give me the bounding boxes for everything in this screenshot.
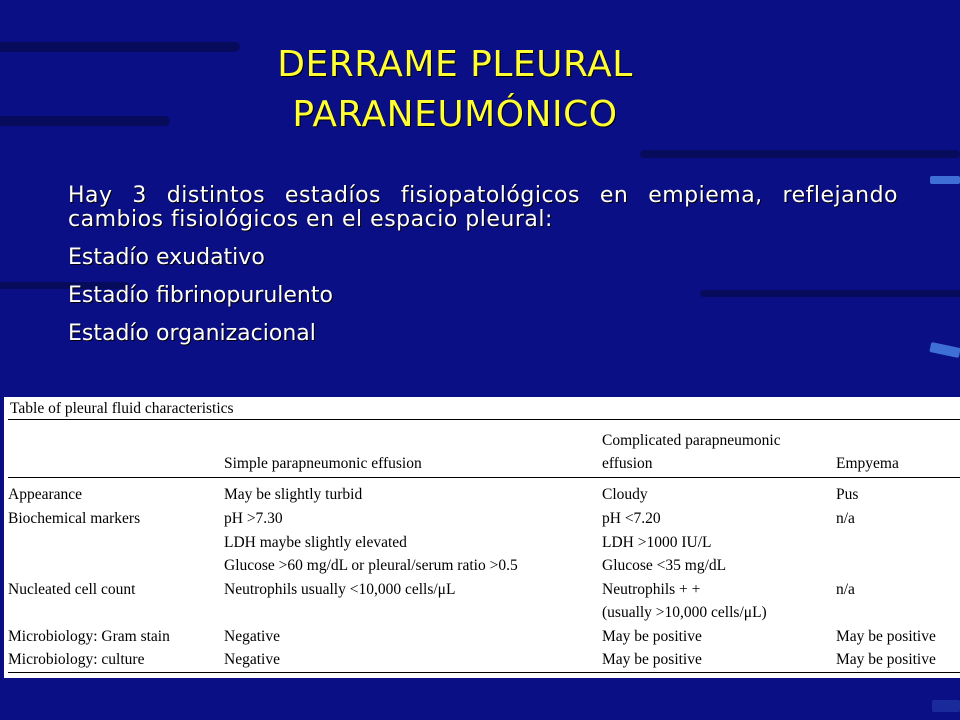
table-cell: May be positive (836, 628, 936, 645)
row-label: Microbiology: Gram stain (8, 628, 170, 645)
table-cell: n/a (836, 581, 855, 598)
row-label: Microbiology: culture (8, 651, 145, 668)
accent-bar (930, 176, 960, 184)
slide-title-line: DERRAME PLEURAL (277, 44, 633, 85)
stage-item: Estadío exudativo (68, 245, 265, 270)
column-header: Complicated parapneumonic (602, 432, 781, 449)
table-cell: Cloudy (602, 486, 648, 503)
table-cell: Neutrophils + + (602, 581, 701, 598)
row-label: Appearance (8, 486, 83, 503)
bullet-list (68, 184, 898, 360)
table-cell: May be slightly turbid (224, 486, 363, 503)
table-cell: pH <7.20 (602, 510, 661, 527)
table-cell: May be positive (836, 651, 936, 668)
pleural-fluid-table (4, 397, 960, 678)
table-cell: Negative (224, 628, 280, 645)
table-cell: Negative (224, 651, 280, 668)
slide-title (0, 40, 910, 140)
table-cell: (usually >10,000 cells/μL) (602, 604, 767, 621)
table-cell: Pus (836, 486, 859, 503)
row-label: Nucleated cell count (8, 581, 136, 598)
stage-item: Estadío fibrinopurulento (68, 283, 333, 308)
background-streak (640, 150, 960, 158)
row-label: Biochemical markers (8, 510, 141, 527)
intro-text: Hay 3 distintos estadíos fisiopatológicos en empiema, reflejando cambios fisiológicos en el espacio pleural: (68, 183, 898, 232)
accent-bar (932, 700, 960, 712)
slide-title-line: PARANEUMÓNICO (292, 94, 618, 135)
table-cell: LDH maybe slightly elevated (224, 534, 407, 551)
table-rule (8, 477, 960, 478)
column-header: Simple parapneumonic effusion (224, 455, 422, 472)
table-rule (8, 419, 960, 420)
table-cell: pH >7.30 (224, 510, 283, 527)
table-cell: LDH >1000 IU/L (602, 534, 712, 551)
table-cell: Glucose <35 mg/dL (602, 557, 727, 574)
table-cell: May be positive (602, 651, 702, 668)
table-cell: May be positive (602, 628, 702, 645)
table-cell: n/a (836, 510, 855, 527)
table-rule (8, 672, 960, 673)
column-header: effusion (602, 455, 653, 472)
stage-item: Estadío organizacional (68, 321, 316, 346)
column-header: Empyema (836, 455, 899, 472)
table-caption: Table of pleural fluid characteristics (10, 400, 234, 417)
table-cell: Neutrophils usually <10,000 cells/μL (224, 581, 456, 598)
table-cell: Glucose >60 mg/dL or pleural/serum ratio >0.5 (224, 557, 518, 574)
accent-bar (929, 342, 960, 358)
